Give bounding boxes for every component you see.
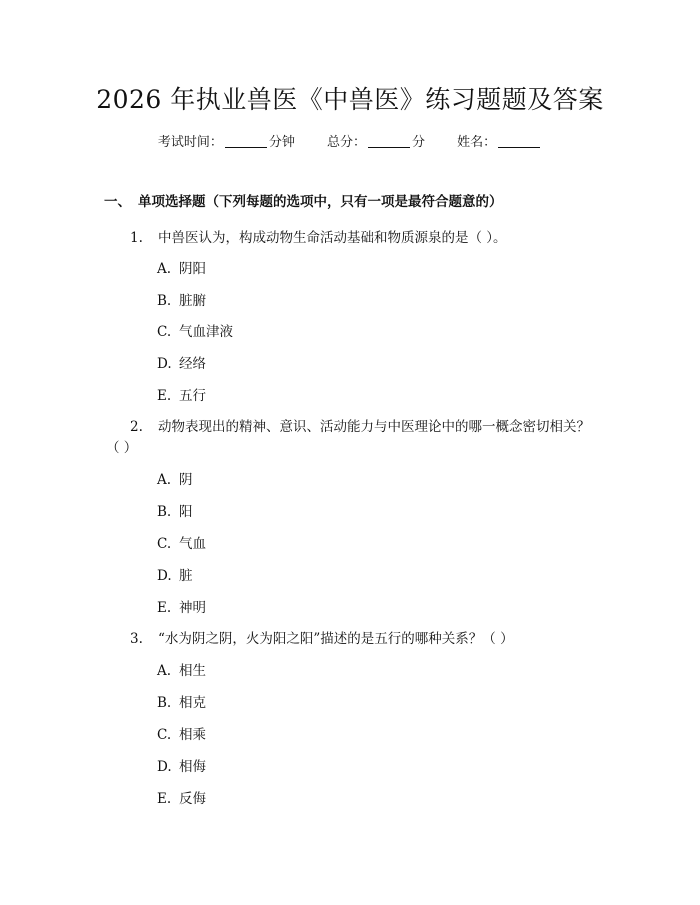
option-letter: E. xyxy=(157,791,172,807)
option xyxy=(157,384,206,404)
question-text: “水为阴之阴，火为阳之阳”描述的是五行的哪种关系？（ ） xyxy=(158,631,514,647)
option-text: 脏 xyxy=(179,568,193,584)
page-title: 2026 年执业兽医《中兽医》练习题题及答案 xyxy=(96,85,604,114)
option-text: 相生 xyxy=(179,663,206,679)
option xyxy=(157,289,206,309)
option xyxy=(157,787,206,807)
option xyxy=(157,352,206,372)
option-letter: D. xyxy=(157,568,172,584)
section-number: 一、 xyxy=(104,194,131,210)
option-letter: A. xyxy=(157,472,172,488)
option-letter: C. xyxy=(157,727,172,743)
section-title: 单项选择题（下列每题的选项中，只有一项是最符合题意的） xyxy=(138,194,503,210)
option-letter: D. xyxy=(157,356,172,372)
question-number: 1. xyxy=(130,230,143,246)
option xyxy=(157,596,206,616)
option-text: 五行 xyxy=(179,388,206,404)
question-text: 中兽医认为，构成动物生命活动基础和物质源泉的是（ ）。 xyxy=(158,230,507,246)
option-text: 阴 xyxy=(179,472,193,488)
option-letter: A. xyxy=(157,663,172,679)
option xyxy=(157,320,233,340)
exam-meta xyxy=(0,131,700,150)
score-label: 总分： xyxy=(326,135,366,150)
question-3 xyxy=(130,627,514,647)
option-text: 相乘 xyxy=(179,727,206,743)
option-letter: D. xyxy=(157,759,172,775)
score-blank xyxy=(368,135,410,148)
time-label: 考试时间： xyxy=(157,135,223,150)
name-blank xyxy=(498,135,540,148)
option-text: 脏腑 xyxy=(179,293,206,309)
option xyxy=(157,532,206,552)
option-letter: C. xyxy=(157,324,172,340)
option-text: 阳 xyxy=(179,504,193,520)
exam-time xyxy=(158,135,295,150)
option xyxy=(157,564,193,584)
name-label: 姓名： xyxy=(457,135,497,150)
option xyxy=(157,500,193,520)
option-text: 反侮 xyxy=(179,791,206,807)
option xyxy=(157,468,193,488)
option-letter: E. xyxy=(157,388,172,404)
time-blank xyxy=(225,135,267,148)
option-text: 气血 xyxy=(179,536,206,552)
option-letter: B. xyxy=(157,695,172,711)
question-number: 2. xyxy=(130,419,143,435)
option-letter: B. xyxy=(157,504,172,520)
exam-name xyxy=(457,135,542,150)
option-text: 气血津液 xyxy=(179,324,233,340)
option xyxy=(157,723,206,743)
question-2 xyxy=(130,415,590,435)
question-1 xyxy=(130,226,507,246)
option-letter: C. xyxy=(157,536,172,552)
option-text: 经络 xyxy=(179,356,206,372)
exam-score xyxy=(327,135,425,150)
option xyxy=(157,257,206,277)
option-text: 相克 xyxy=(179,695,206,711)
score-unit: 分 xyxy=(412,135,426,150)
question-number: 3. xyxy=(130,631,143,647)
option-letter: E. xyxy=(157,600,172,616)
option-text: 神明 xyxy=(179,600,206,616)
section-heading xyxy=(104,190,503,210)
option xyxy=(157,691,206,711)
question-text: 动物表现出的精神、意识、活动能力与中医理论中的哪一概念密切相关？ xyxy=(158,419,590,435)
option-text: 阴阳 xyxy=(179,261,206,277)
option-text: 相侮 xyxy=(179,759,206,775)
option xyxy=(157,755,206,775)
time-unit: 分钟 xyxy=(268,135,295,150)
option-letter: B. xyxy=(157,293,172,309)
option xyxy=(157,659,206,679)
option-letter: A. xyxy=(157,261,172,277)
question-text-continued: （ ） xyxy=(106,440,138,456)
